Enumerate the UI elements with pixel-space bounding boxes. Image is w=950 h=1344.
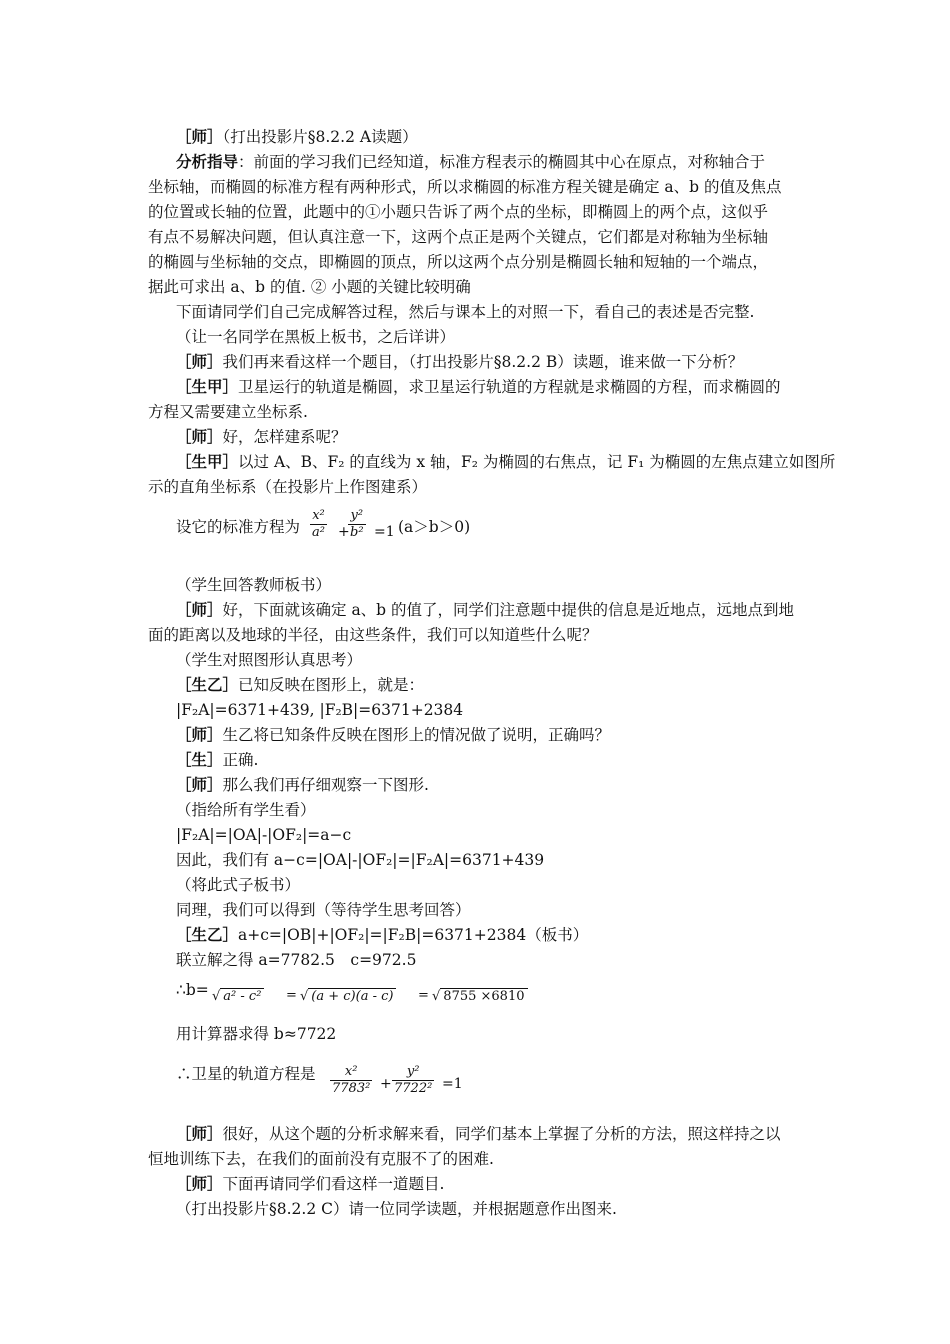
paragraph-line: 同理，我们可以得到（等待学生思考回答） — [176, 901, 471, 919]
paragraph-line — [176, 377, 781, 397]
paragraph-line — [176, 1174, 444, 1194]
paragraph-line: 坐标轴，而椭圆的标准方程有两种形式，所以求椭圆的标准方程关键是确定 a、b 的值及焦点 — [148, 178, 782, 196]
formula-intro: 设它的标准方程为 — [176, 518, 301, 536]
line-text: 以过 A、B、F₂ 的直线为 x 轴，F₂ 为椭圆的右焦点，记 F₁ 为椭圆的左焦点建立如图所 — [238, 453, 836, 471]
speaker-tag: ［生甲］ — [176, 378, 239, 396]
speaker-tag: ［师］ — [176, 726, 223, 744]
paragraph-line — [176, 750, 258, 770]
radicand: (a + c)(a - c) — [308, 988, 396, 1005]
line-text: 很好，从这个题的分析求解来看，同学们基本上掌握了分析的方法，照这样持之以 — [222, 1125, 781, 1143]
line-text: 生乙将已知条件反映在图形上的情况做了说明，正确吗？ — [222, 726, 611, 744]
denominator: b² — [350, 525, 364, 540]
paragraph-line — [176, 127, 418, 147]
paragraph-line: 的位置或长轴的位置，此题中的①小题只告诉了两个点的坐标，即椭圆上的两个点，这似乎 — [148, 203, 769, 221]
paragraph-line: |F₂A|=6371+439, |F₂B|=6371+2384 — [176, 701, 464, 719]
paragraph-line: 有点不易解决问题，但认真注意一下，这两个点正是两个关键点，它们都是对称轴为坐标轴 — [148, 228, 769, 246]
equals-sign: = — [418, 988, 429, 1003]
paragraph-line: 恒地训练下去，在我们的面前没有克服不了的困难. — [148, 1150, 494, 1168]
equals-sign: = — [286, 988, 297, 1003]
radicand: a² - c² — [220, 988, 264, 1005]
paragraph-line: 联立解之得 a=7782.5 c=972.5 — [176, 951, 417, 969]
speaker-tag: ［师］ — [176, 428, 223, 446]
paragraph-line: 因此，我们有 a−c=|OA|-|OF₂|=|F₂A|=6371+439 — [176, 851, 545, 869]
fraction-y — [392, 1064, 434, 1097]
section-heading: 分析指导 — [176, 153, 239, 171]
denominator: a² — [312, 525, 325, 540]
paragraph-line: 面的距离以及地球的半径，由这些条件，我们可以知道些什么呢？ — [148, 626, 598, 644]
radicand: 8755 ×6810 — [440, 988, 527, 1005]
paragraph-line — [176, 352, 743, 372]
line-text: 我们再来看这样一个题目，（打出投影片§8.2.2 B）读题，谁来做一下分析？ — [222, 353, 744, 371]
condition: (a＞b＞0) — [398, 518, 471, 536]
sqrt-term: √ 8755 ×6810 — [432, 988, 528, 1005]
paragraph-line — [176, 675, 424, 695]
paragraph-line — [176, 152, 765, 172]
paragraph-line: （学生回答教师板书） — [176, 576, 332, 594]
line-text: 已知反映在图形上，就是： — [238, 676, 425, 694]
paragraph-line: 下面请同学们自己完成解答过程，然后与课本上的对照一下，看自己的表述是否完整. — [176, 303, 755, 321]
paragraph-line: 的椭圆与坐标轴的交点，即椭圆的顶点，所以这两个点分别是椭圆长轴和短轴的一个端点， — [148, 253, 769, 271]
equals-one: =1 — [374, 524, 395, 540]
speaker-tag: ［生乙］ — [176, 926, 239, 944]
paragraph-line: |F₂A|=|OA|-|OF₂|=a−c — [176, 826, 352, 844]
paragraph-line — [176, 600, 794, 620]
sqrt-term: √ (a + c)(a - c) — [300, 988, 396, 1005]
speaker-tag: ［师］ — [176, 1125, 223, 1143]
paragraph-line: 用计算器求得 b≈7722 — [176, 1025, 337, 1043]
line-text: （打出投影片§8.2.2 A读题） — [222, 128, 418, 146]
paragraph-line — [176, 725, 610, 745]
paragraph-line: （将此式子板书） — [176, 876, 301, 894]
line-text: 下面再请同学们看这样一道题目. — [222, 1175, 445, 1193]
line-text: 正确. — [222, 751, 259, 769]
paragraph-line: 据此可求出 a、b 的值. ② 小题的关键比较明确 — [148, 278, 471, 296]
line-text: a+c=|OB|+|OF₂|=|F₂B|=6371+2384（板书） — [238, 926, 589, 944]
paragraph-line — [176, 427, 347, 447]
numerator: y² — [350, 508, 364, 523]
plus-sign: + — [380, 1076, 392, 1092]
sqrt-term: √ a² - c² — [212, 988, 264, 1005]
formula-prefix: ∴b= — [176, 981, 209, 999]
paragraph-line: （打出投影片§8.2.2 C）请一位同学读题，并根据题意作出图来. — [176, 1200, 617, 1218]
denominator: 7783² — [332, 1081, 371, 1096]
paragraph-line: （指给所有学生看） — [176, 801, 316, 819]
paragraph-line — [176, 775, 429, 795]
paragraph-line — [176, 1124, 781, 1144]
paragraph-line — [176, 925, 588, 945]
paragraph-line — [176, 452, 835, 472]
denominator: 7722² — [394, 1081, 433, 1096]
numerator: x² — [312, 508, 325, 523]
paragraph-line: 示的直角坐标系（在投影片上作图建系） — [148, 478, 428, 496]
speaker-tag: ［师］ — [176, 776, 223, 794]
speaker-tag: ［师］ — [176, 1175, 223, 1193]
paragraph-line: （让一名同学在黑板上板书，之后详讲） — [176, 328, 456, 346]
speaker-tag: ［生］ — [176, 751, 223, 769]
equals-one: =1 — [442, 1076, 463, 1092]
paragraph-line: （学生对照图形认真思考） — [176, 651, 363, 669]
line-text: 好，下面就该确定 a、b 的值了，同学们注意题中提供的信息是近地点，远地点到地 — [222, 601, 795, 619]
speaker-tag: ［生甲］ — [176, 453, 239, 471]
line-text: 卫星运行的轨道是椭圆，求卫星运行轨道的方程就是求椭圆的方程，而求椭圆的 — [238, 378, 781, 396]
plus-sign: + — [338, 524, 350, 540]
speaker-tag: ［师］ — [176, 601, 223, 619]
fraction-x — [310, 508, 327, 541]
speaker-tag: ［生乙］ — [176, 676, 239, 694]
line-text: 好，怎样建系呢？ — [222, 428, 347, 446]
fraction-x — [330, 1064, 372, 1097]
speaker-tag: ［师］ — [176, 353, 223, 371]
numerator: y² — [406, 1064, 420, 1079]
formula-intro: ∴卫星的轨道方程是 — [176, 1065, 316, 1083]
line-text: ：前面的学习我们已经知道，标准方程表示的椭圆其中心在原点，对称轴合于 — [238, 153, 766, 171]
speaker-tag: ［师］ — [176, 128, 223, 146]
paragraph-line: 方程又需要建立坐标系. — [148, 403, 308, 421]
line-text: 那么我们再仔细观察一下图形. — [222, 776, 429, 794]
fraction-y — [348, 508, 366, 541]
numerator: x² — [344, 1064, 358, 1079]
